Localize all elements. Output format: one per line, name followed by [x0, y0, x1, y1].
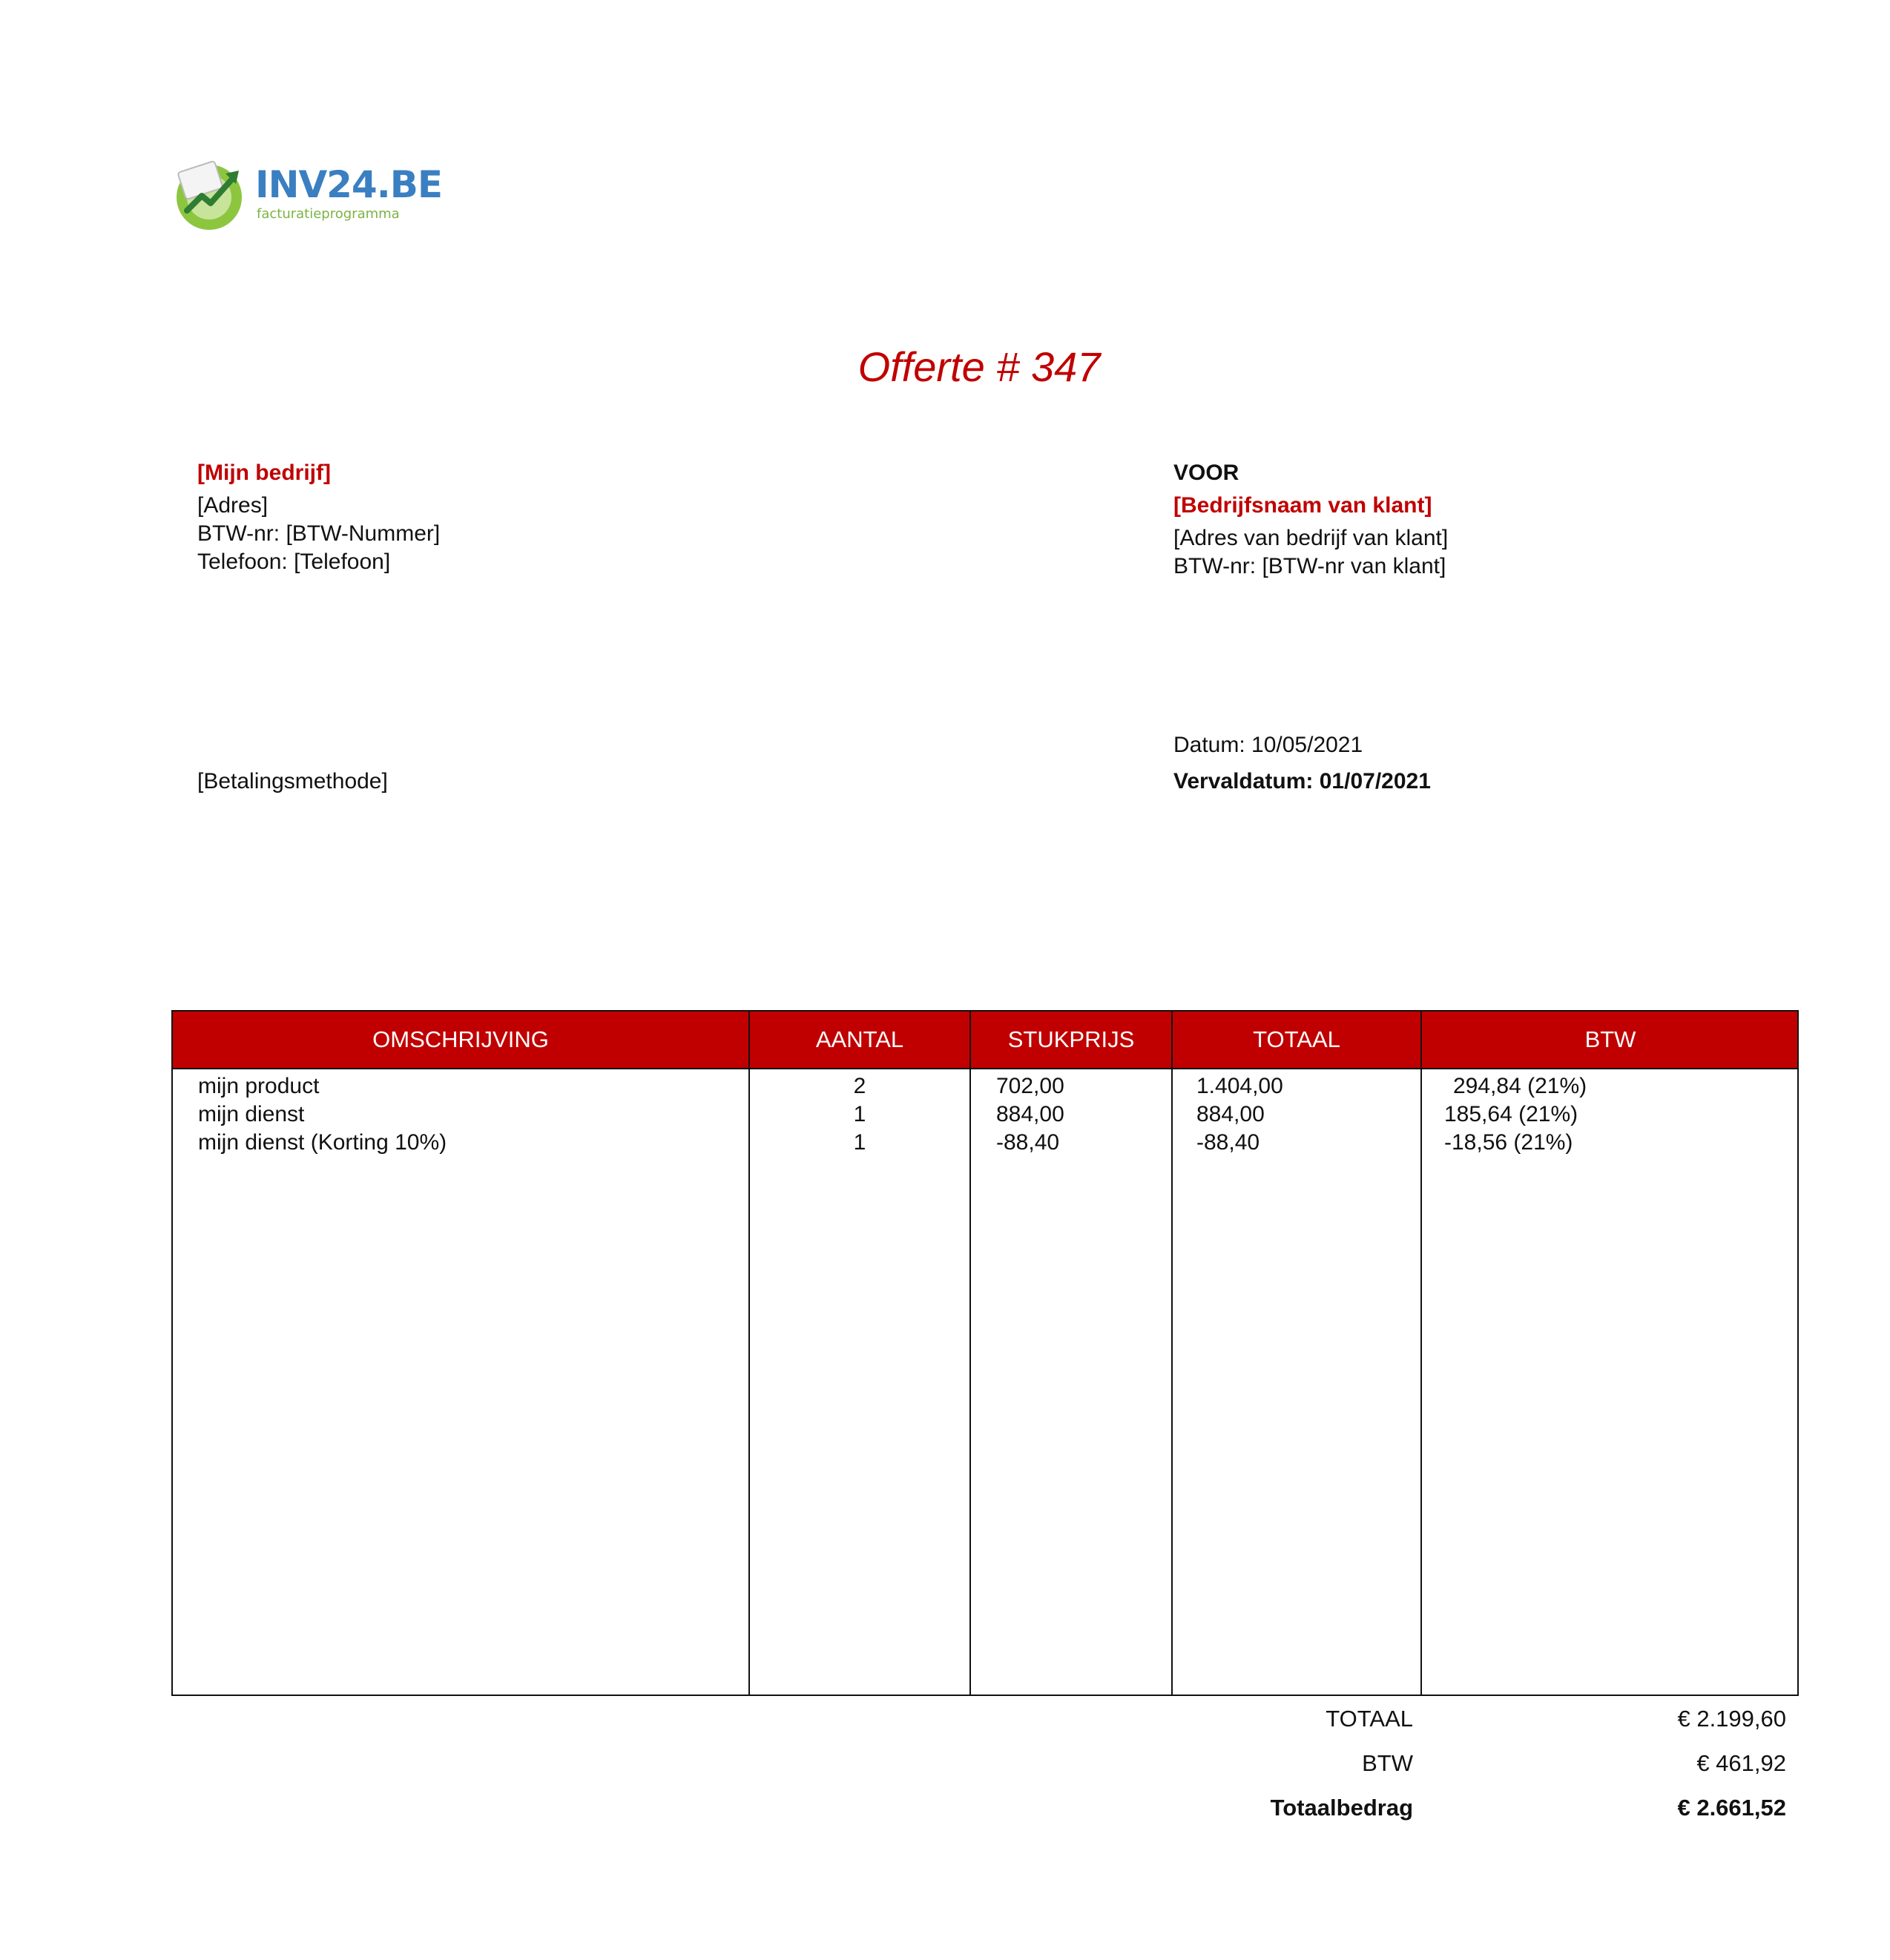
table-cell-total: -88,40	[1196, 1130, 1260, 1155]
column-divider	[1420, 1012, 1422, 1695]
subtotal-value: € 2.199,60	[1677, 1706, 1786, 1732]
table-cell-unit-price: 702,00	[996, 1074, 1064, 1098]
table-cell-quantity: 2	[853, 1074, 866, 1098]
items-table-header	[173, 1012, 1797, 1069]
table-cell-vat: 185,64 (21%)	[1444, 1102, 1578, 1126]
grand-total-value: € 2.661,52	[1677, 1795, 1786, 1821]
table-cell-unit-price: -88,40	[996, 1130, 1060, 1155]
client-address: [Adres van bedrijf van klant]	[1173, 526, 1449, 550]
column-divider	[969, 1012, 971, 1695]
table-cell-total: 884,00	[1196, 1102, 1265, 1126]
seller-vat: BTW-nr: [BTW-Nummer]	[197, 521, 441, 546]
logo-name: INV24.BE	[255, 163, 442, 206]
subtotal-label: TOTAAL	[1326, 1706, 1413, 1732]
column-header-description: OMSCHRIJVING	[372, 1026, 549, 1052]
logo-tagline: facturatieprogramma	[257, 206, 400, 222]
table-cell-description: mijn dienst	[198, 1102, 305, 1126]
company-logo	[172, 157, 442, 231]
table-cell-vat: -18,56 (21%)	[1444, 1130, 1573, 1155]
seller-company: [Mijn bedrijf]	[197, 461, 331, 485]
due-date: Vervaldatum: 01/07/2021	[1173, 769, 1431, 793]
column-divider	[1171, 1012, 1173, 1695]
payment-method: [Betalingsmethode]	[197, 769, 388, 793]
seller-address: [Adres]	[197, 493, 269, 518]
table-cell-total: 1.404,00	[1196, 1074, 1283, 1098]
table-cell-quantity: 1	[853, 1130, 866, 1155]
column-header-unit-price: STUKPRIJS	[1007, 1026, 1135, 1052]
vat-total-label: BTW	[1362, 1750, 1413, 1776]
column-header-vat: BTW	[1584, 1026, 1636, 1052]
table-cell-description: mijn product	[198, 1074, 320, 1098]
grand-total-label: Totaalbedrag	[1270, 1795, 1413, 1821]
table-cell-description: mijn dienst (Korting 10%)	[198, 1130, 447, 1155]
items-table	[171, 1010, 1799, 1696]
column-header-quantity: AANTAL	[815, 1026, 904, 1052]
client-vat: BTW-nr: [BTW-nr van klant]	[1173, 554, 1446, 578]
client-heading: VOOR	[1173, 461, 1239, 485]
vat-total-value: € 461,92	[1696, 1750, 1786, 1776]
quote-date: Datum: 10/05/2021	[1173, 733, 1363, 757]
client-company: [Bedrijfsnaam van klant]	[1173, 493, 1432, 518]
column-header-total: TOTAAL	[1253, 1026, 1340, 1052]
table-cell-unit-price: 884,00	[996, 1102, 1064, 1126]
seller-phone: Telefoon: [Telefoon]	[197, 550, 391, 574]
table-cell-vat: 294,84 (21%)	[1453, 1074, 1587, 1098]
logo-chart-icon	[172, 157, 249, 231]
document-title: Offerte # 347	[857, 343, 1101, 390]
table-cell-quantity: 1	[853, 1102, 866, 1126]
